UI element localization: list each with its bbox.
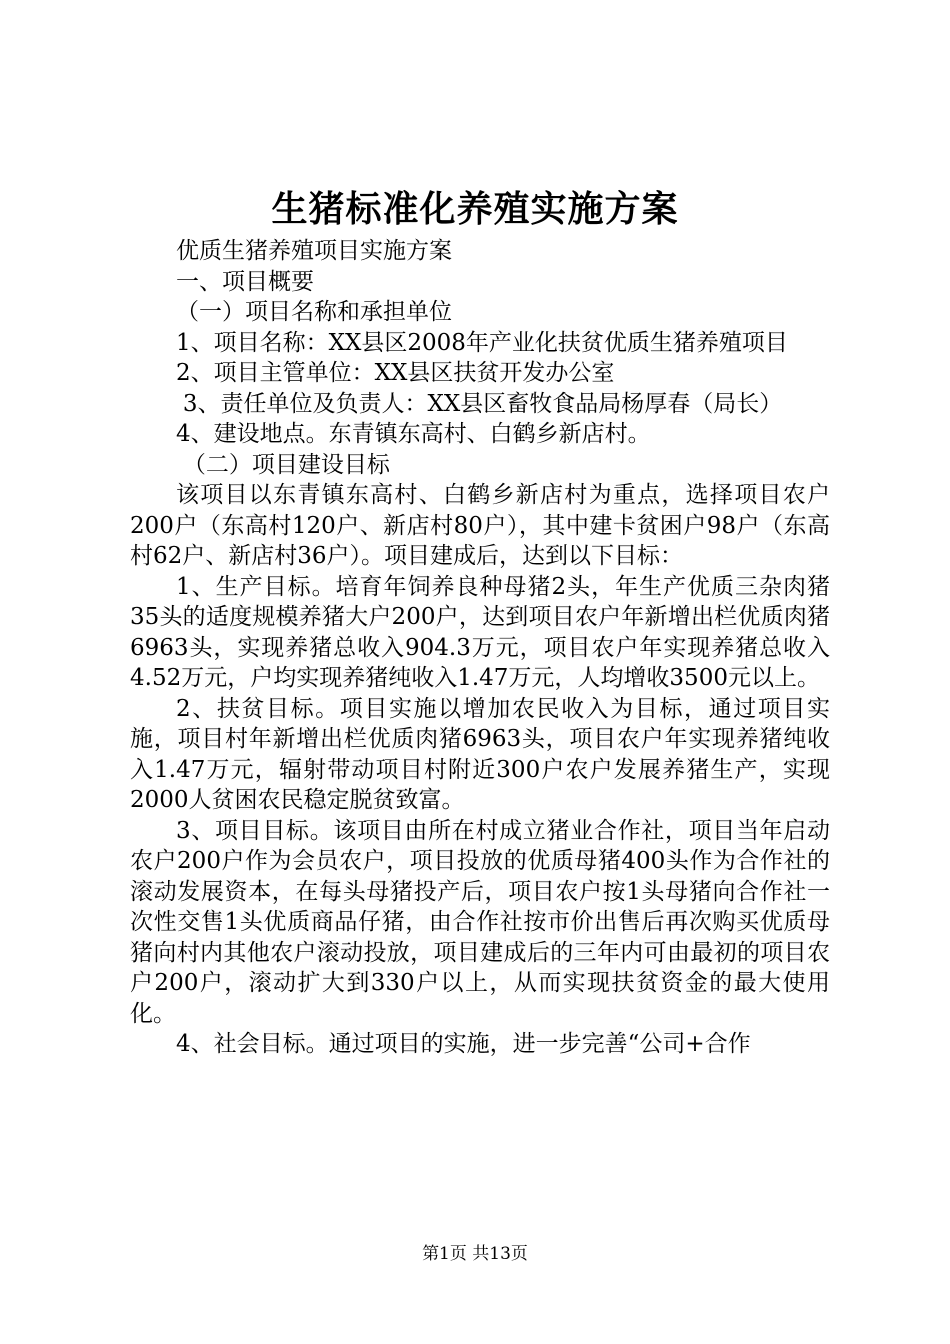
paragraph-subsection-heading: （一）项目名称和承担单位: [176, 299, 452, 325]
paragraph-responsible-unit: 3、责任单位及负责人：XX县区畜牧食品局杨厚春（局长）: [182, 390, 783, 417]
paragraph-subtitle: 优质生猪养殖项目实施方案: [176, 238, 452, 264]
paragraph-goals-intro: 该项目以东青镇东高村、白鹤乡新店村为重点，选择项目农户200户（东高村120户、新店村80户），其中建卡贫困户98户（东高村62户、新店村36户）。项目建成后，达到以下目标：: [130, 482, 830, 569]
document-body: [130, 236, 830, 1060]
paragraph-social-goal: 4、社会目标。通过项目的实施，进一步完善“公司+合作: [176, 1031, 751, 1057]
paragraph-subsection-goals: （二）项目建设目标: [182, 451, 390, 478]
document-title: 生猪标准化养殖实施方案: [271, 188, 679, 230]
paragraph-location: 4、建设地点。东青镇东高村、白鹤乡新店村。: [176, 421, 651, 447]
paragraph-project-goal: 3、项目目标。该项目由所在村成立猪业合作社，项目当年启动农户200户作为会员农户，项目投放的优质母猪400头作为合作社的滚动发展资本，在每头母猪投产后，项目农户按1头母猪向合作社一次性交售1头优质商品仔猪，由合作社按市价出售后再次购买优质母猪向村内其他农户滚动投放，项目建成后的三年内可由最初的项目农户200户，滚动扩大到330户以上，从而实现扶贫资金的最大使用化。: [130, 817, 830, 1027]
paragraph-project-name: 1、项目名称：XX县区2008年产业化扶贫优质生猪养殖项目: [176, 329, 788, 356]
paragraph-production-goal: 1、生产目标。培育年饲养良种母猪2头，年生产优质三杂肉猪35头的适度规模养猪大户200户，达到项目农户年新增出栏优质肉猪6963头，实现养猪总收入904.3万元，项目农户年实现养猪总收入4.52万元，户均实现养猪纯收入1.47万元，人均增收3500元以上。: [130, 573, 830, 691]
page-footer: 第1页 共13页: [422, 1244, 528, 1264]
paragraph-supervising-unit: 2、项目主管单位：XX县区扶贫开发办公室: [176, 360, 615, 386]
paragraph-section-heading: 一、项目概要: [176, 268, 314, 295]
paragraph-poverty-goal: 2、扶贫目标。项目实施以增加农民收入为目标，通过项目实施，项目村年新增出栏优质肉猪6963头，项目农户年实现养猪纯收入1.47万元，辐射带动项目村附近300户农户发展养猪生产，实现2000人贫困农民稳定脱贫致富。: [130, 695, 830, 813]
